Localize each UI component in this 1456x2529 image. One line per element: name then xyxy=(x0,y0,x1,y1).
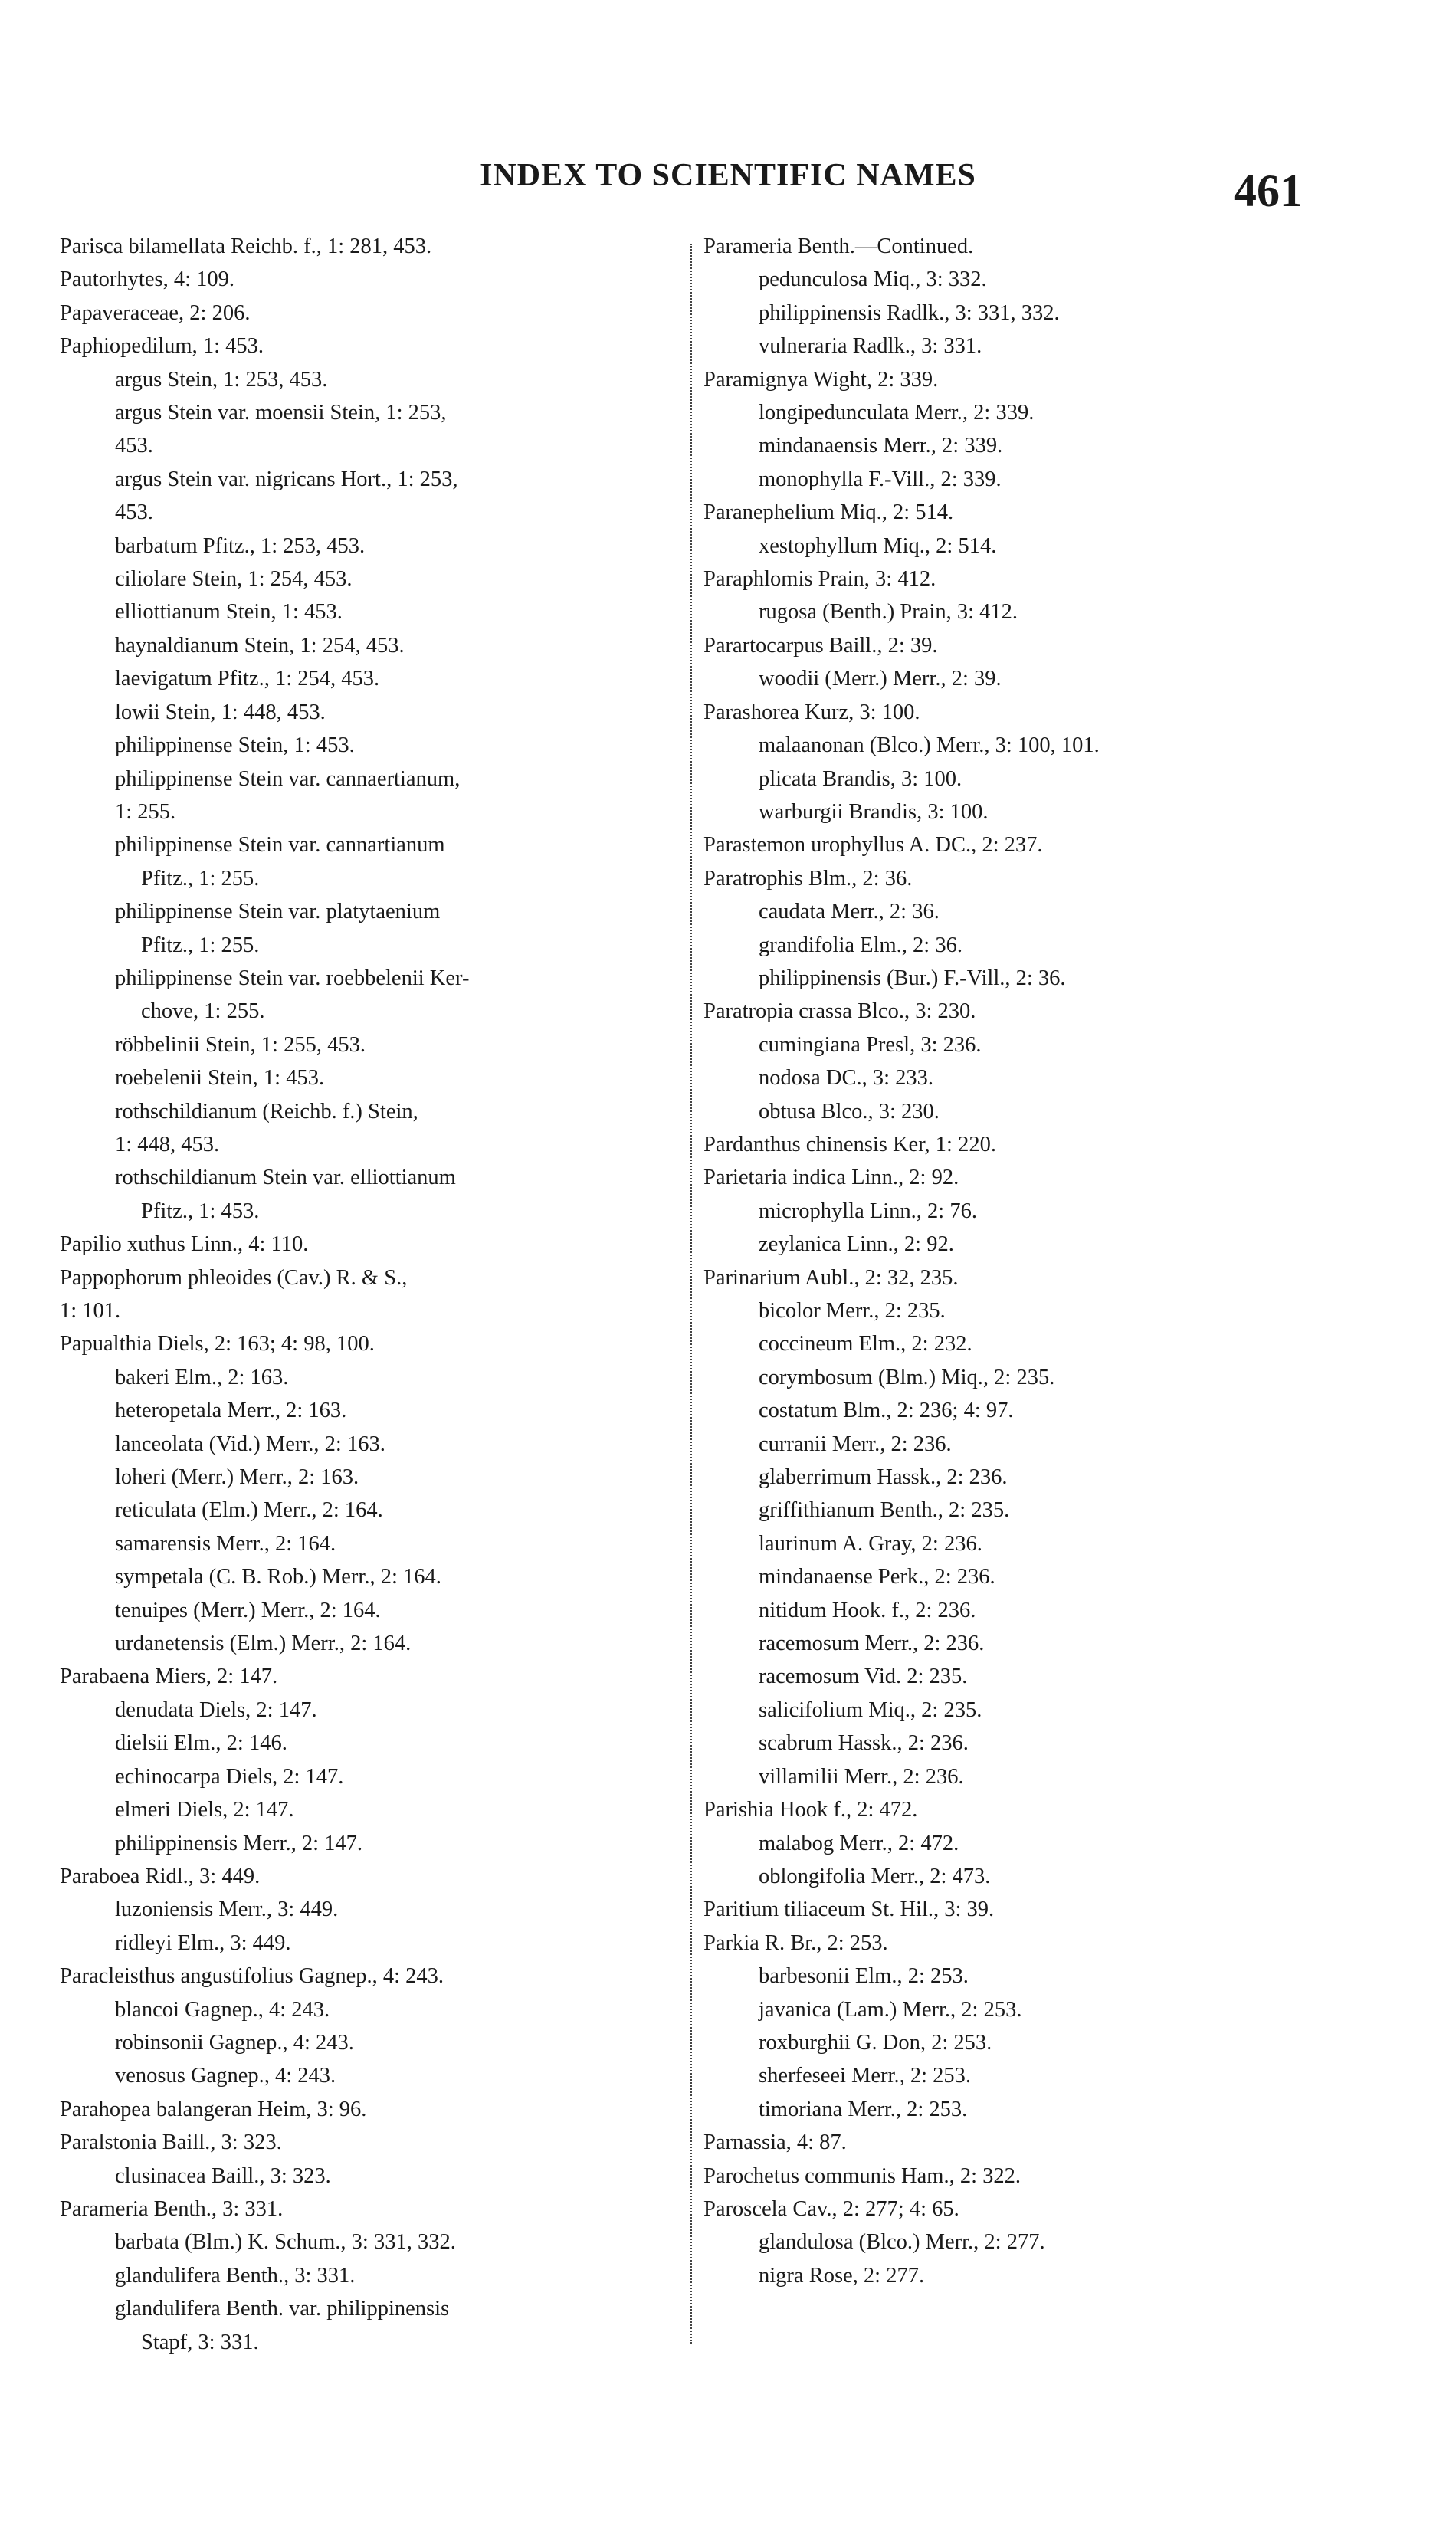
index-entry: nigra Rose, 2: 277. xyxy=(759,2263,925,2288)
index-entry: warburgii Brandis, 3: 100. xyxy=(759,799,989,824)
index-entry: 1: 101. xyxy=(60,1299,121,1323)
index-entry: clusinacea Baill., 3: 323. xyxy=(115,2163,331,2188)
index-entry: Paranephelium Miq., 2: 514. xyxy=(703,500,954,525)
index-entry: malaanonan (Blco.) Merr., 3: 100, 101. xyxy=(759,733,1100,758)
index-entry: nitidum Hook. f., 2: 236. xyxy=(759,1598,976,1622)
index-entry: roxburghii G. Don, 2: 253. xyxy=(759,2030,992,2055)
index-entry: corymbosum (Blm.) Miq., 2: 235. xyxy=(759,1365,1055,1389)
index-entry: javanica (Lam.) Merr., 2: 253. xyxy=(759,1997,1022,2022)
index-entry: microphylla Linn., 2: 76. xyxy=(759,1199,977,1223)
index-entry: Paphiopedilum, 1: 453. xyxy=(60,334,264,359)
index-entry: glandulifera Benth., 3: 331. xyxy=(115,2263,356,2288)
index-column-right xyxy=(703,230,1340,2292)
index-entry: dielsii Elm., 2: 146. xyxy=(115,1731,287,1756)
index-entry: lowii Stein, 1: 448, 453. xyxy=(115,700,326,724)
index-entry: ridleyi Elm., 3: 449. xyxy=(115,1930,291,1955)
index-entry: xestophyllum Miq., 2: 514. xyxy=(759,533,997,558)
index-entry: Parisca bilamellata Reichb. f., 1: 281, 453. xyxy=(60,235,432,258)
index-entry: argus Stein, 1: 253, 453. xyxy=(115,367,328,392)
index-entry: scabrum Hassk., 2: 236. xyxy=(759,1731,969,1756)
index-entry: Pfitz., 1: 255. xyxy=(141,866,260,891)
index-entry: mindanaense Perk., 2: 236. xyxy=(759,1565,995,1589)
index-entry: philippinensis Radlk., 3: 331, 332. xyxy=(759,300,1060,325)
index-entry: Papaveraceae, 2: 206. xyxy=(60,300,251,325)
index-entry: Parnassia, 4: 87. xyxy=(703,2130,847,2155)
index-entry: philippinensis Merr., 2: 147. xyxy=(115,1831,362,1855)
index-entry: philippinensis (Bur.) F.-Vill., 2: 36. xyxy=(759,966,1066,990)
index-entry: laurinum A. Gray, 2: 236. xyxy=(759,1531,982,1556)
index-entry: Parkia R. Br., 2: 253. xyxy=(703,1930,888,1955)
index-entry: racemosum Vid. 2: 235. xyxy=(759,1665,968,1689)
index-entry: reticulata (Elm.) Merr., 2: 164. xyxy=(115,1498,383,1523)
column-divider xyxy=(690,244,694,2344)
index-entry: Parartocarpus Baill., 2: 39. xyxy=(703,633,938,658)
index-entry: philippinense Stein var. cannaertianum, xyxy=(115,766,461,791)
index-entry: haynaldianum Stein, 1: 254, 453. xyxy=(115,633,405,658)
index-entry: barbata (Blm.) K. Schum., 3: 331, 332. xyxy=(115,2230,456,2255)
index-entry: Pfitz., 1: 255. xyxy=(141,933,260,957)
running-header: INDEX TO SCIENTIFIC NAMES xyxy=(480,158,976,193)
index-entry: mindanaensis Merr., 2: 339. xyxy=(759,434,1003,458)
index-entry: Parietaria indica Linn., 2: 92. xyxy=(703,1166,959,1190)
index-entry: Paratrophis Blm., 2: 36. xyxy=(703,866,913,891)
index-entry: pedunculosa Miq., 3: 332. xyxy=(759,267,987,292)
index-entry: racemosum Merr., 2: 236. xyxy=(759,1632,985,1656)
index-entry: lanceolata (Vid.) Merr., 2: 163. xyxy=(115,1432,385,1456)
index-entry: malabog Merr., 2: 472. xyxy=(759,1831,959,1855)
index-entry: Parastemon urophyllus A. DC., 2: 237. xyxy=(703,833,1043,858)
index-entry: vulneraria Radlk., 3: 331. xyxy=(759,334,982,359)
index-entry: Paracleisthus angustifolius Gagnep., 4: 243. xyxy=(60,1964,444,1989)
index-entry: griffithianum Benth., 2: 235. xyxy=(759,1498,1010,1523)
index-entry: costatum Blm., 2: 236; 4: 97. xyxy=(759,1399,1014,1423)
index-entry: glandulifera Benth. var. philippinensis xyxy=(115,2297,450,2321)
index-entry: ciliolare Stein, 1: 254, 453. xyxy=(115,567,353,592)
index-entry: philippinense Stein, 1: 453. xyxy=(115,733,355,758)
index-entry: oblongifolia Merr., 2: 473. xyxy=(759,1864,991,1888)
index-entry: Parishia Hook f., 2: 472. xyxy=(703,1798,918,1822)
index-entry: sherfeseei Merr., 2: 253. xyxy=(759,2064,971,2088)
index-entry: denudata Diels, 2: 147. xyxy=(115,1697,317,1722)
index-entry: cumingiana Presl, 3: 236. xyxy=(759,1032,982,1057)
index-entry: blancoi Gagnep., 4: 243. xyxy=(115,1997,330,2022)
index-entry: glaberrimum Hassk., 2: 236. xyxy=(759,1465,1008,1490)
index-entry: woodii (Merr.) Merr., 2: 39. xyxy=(759,667,1002,691)
index-entry: obtusa Blco., 3: 230. xyxy=(759,1099,940,1123)
index-entry: bakeri Elm., 2: 163. xyxy=(115,1365,289,1389)
index-entry: Paraphlomis Prain, 3: 412. xyxy=(703,567,936,592)
index-entry: nodosa DC., 3: 233. xyxy=(759,1066,933,1091)
index-entry: Paratropia crassa Blco., 3: 230. xyxy=(703,999,976,1024)
index-entry: rothschildianum (Reichb. f.) Stein, xyxy=(115,1099,418,1123)
index-entry: Parashorea Kurz, 3: 100. xyxy=(703,700,920,724)
index-entry: argus Stein var. moensii Stein, 1: 253, xyxy=(115,401,447,425)
index-entry: Parabaena Miers, 2: 147. xyxy=(60,1665,278,1689)
index-entry: villamilii Merr., 2: 236. xyxy=(759,1764,964,1789)
index-entry: loheri (Merr.) Merr., 2: 163. xyxy=(115,1465,359,1490)
index-entry: samarensis Merr., 2: 164. xyxy=(115,1531,336,1556)
index-entry: caudata Merr., 2: 36. xyxy=(759,900,940,924)
index-entry: Paramignya Wight, 2: 339. xyxy=(703,367,939,392)
index-entry: zeylanica Linn., 2: 92. xyxy=(759,1232,954,1257)
index-entry: 1: 255. xyxy=(115,799,176,824)
index-entry: Parinarium Aubl., 2: 32, 235. xyxy=(703,1265,959,1290)
index-entry: urdanetensis (Elm.) Merr., 2: 164. xyxy=(115,1632,412,1656)
index-entry: grandifolia Elm., 2: 36. xyxy=(759,933,962,957)
index-entry: luzoniensis Merr., 3: 449. xyxy=(115,1898,339,1922)
index-entry: Pardanthus chinensis Ker, 1: 220. xyxy=(703,1132,996,1156)
index-entry: barbatum Pfitz., 1: 253, 453. xyxy=(115,533,366,558)
index-entry: longipedunculata Merr., 2: 339. xyxy=(759,401,1035,425)
index-entry: Pfitz., 1: 453. xyxy=(141,1199,260,1223)
index-entry: rugosa (Benth.) Prain, 3: 412. xyxy=(759,600,1018,625)
index-entry: elliottianum Stein, 1: 453. xyxy=(115,600,343,625)
index-entry: barbesonii Elm., 2: 253. xyxy=(759,1964,969,1989)
index-entry: philippinense Stein var. roebbelenii Ker- xyxy=(115,966,470,990)
index-entry: Parahopea balangeran Heim, 3: 96. xyxy=(60,2097,367,2121)
index-entry: Papualthia Diels, 2: 163; 4: 98, 100. xyxy=(60,1332,375,1356)
index-entry: 453. xyxy=(115,500,153,525)
index-entry: 1: 448, 453. xyxy=(115,1132,220,1156)
index-entry: Stapf, 3: 331. xyxy=(141,2330,259,2354)
index-entry: Paralstonia Baill., 3: 323. xyxy=(60,2130,282,2155)
index-column-left xyxy=(60,230,682,2359)
index-entry: argus Stein var. nigricans Hort., 1: 253, xyxy=(115,467,458,491)
index-entry: Pautorhytes, 4: 109. xyxy=(60,267,234,292)
index-entry: elmeri Diels, 2: 147. xyxy=(115,1798,294,1822)
index-entry: bicolor Merr., 2: 235. xyxy=(759,1299,946,1323)
index-entry: heteropetala Merr., 2: 163. xyxy=(115,1399,347,1423)
page-number: 461 xyxy=(1234,166,1303,216)
index-entry: philippinense Stein var. platytaenium xyxy=(115,900,441,924)
index-entry: Paroscela Cav., 2: 277; 4: 65. xyxy=(703,2196,959,2221)
index-entry: echinocarpa Diels, 2: 147. xyxy=(115,1764,344,1789)
index-entry: Paraboea Ridl., 3: 449. xyxy=(60,1864,261,1888)
index-entry: curranii Merr., 2: 236. xyxy=(759,1432,952,1456)
index-entry: robinsonii Gagnep., 4: 243. xyxy=(115,2030,354,2055)
index-entry: Parameria Benth., 3: 331. xyxy=(60,2196,284,2221)
index-entry: plicata Brandis, 3: 100. xyxy=(759,766,962,791)
index-entry: coccineum Elm., 2: 232. xyxy=(759,1332,972,1356)
index-entry: glandulosa (Blco.) Merr., 2: 277. xyxy=(759,2230,1045,2255)
index-entry: timoriana Merr., 2: 253. xyxy=(759,2097,968,2121)
index-entry: rothschildianum Stein var. elliottianum xyxy=(115,1166,456,1190)
index-entry: venosus Gagnep., 4: 243. xyxy=(115,2064,336,2088)
index-entry: Parochetus communis Ham., 2: 322. xyxy=(703,2163,1021,2188)
index-entry: roebelenii Stein, 1: 453. xyxy=(115,1066,325,1091)
index-entry: Pappophorum phleoides (Cav.) R. & S., xyxy=(60,1265,408,1290)
index-entry: 453. xyxy=(115,434,153,458)
index-entry: philippinense Stein var. cannartianum xyxy=(115,833,445,858)
index-entry: tenuipes (Merr.) Merr., 2: 164. xyxy=(115,1598,381,1622)
index-entry: sympetala (C. B. Rob.) Merr., 2: 164. xyxy=(115,1565,441,1589)
index-entry: chove, 1: 255. xyxy=(141,999,265,1024)
index-entry: Papilio xuthus Linn., 4: 110. xyxy=(60,1232,309,1257)
index-entry: laevigatum Pfitz., 1: 254, 453. xyxy=(115,667,380,691)
index-entry: salicifolium Miq., 2: 235. xyxy=(759,1697,982,1722)
index-entry: röbbelinii Stein, 1: 255, 453. xyxy=(115,1032,366,1057)
index-entry: Paritium tiliaceum St. Hil., 3: 39. xyxy=(703,1898,995,1922)
index-entry: monophylla F.-Vill., 2: 339. xyxy=(759,467,1002,491)
index-entry: Parameria Benth.—Continued. xyxy=(703,235,974,258)
